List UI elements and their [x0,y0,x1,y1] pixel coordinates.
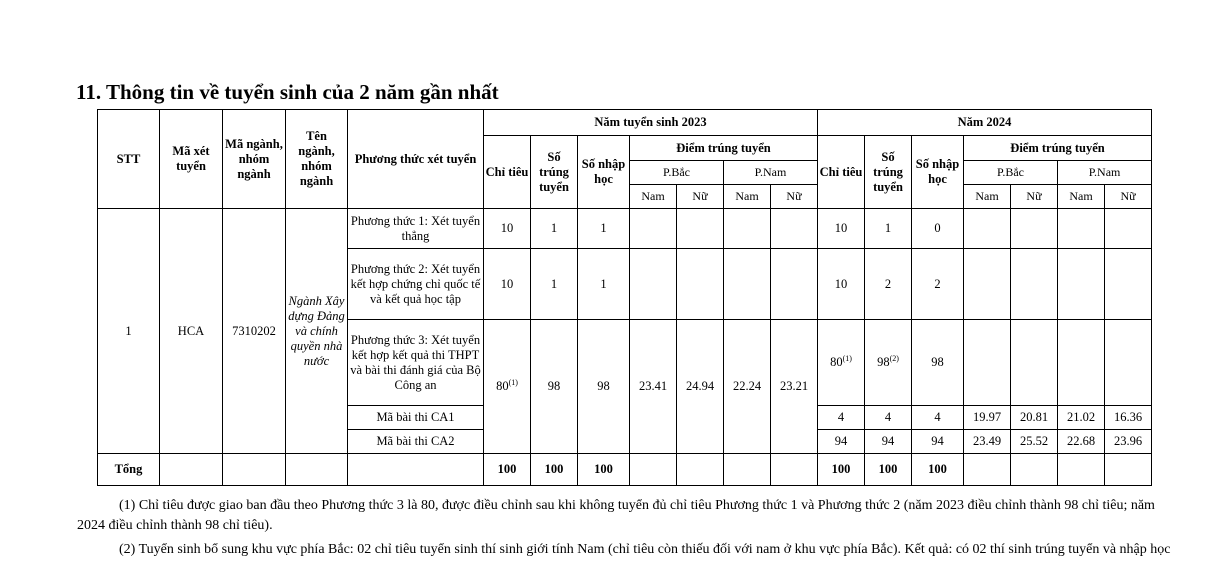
cell-empty [1058,320,1105,406]
table-row [98,209,1152,249]
cell-2023-chi-tieu: 10 [484,209,531,249]
cell-ma-nganh: 7310202 [223,209,286,454]
cell-total-2023-chi-tieu: 100 [484,454,531,486]
header-pnam-nam-2023: Nam [724,185,771,209]
cell-empty [1058,249,1105,320]
header-pnam-nu-2024: Nữ [1105,185,1152,209]
cell-empty [348,454,484,486]
cell-empty [964,249,1011,320]
cell-2024-chi-tieu: 94 [818,430,865,454]
cell-method: Phương thức 1: Xét tuyển thẳng [348,209,484,249]
header-year-2024: Năm 2024 [818,110,1152,136]
cell-2024-nhap-hoc: 2 [912,249,964,320]
cell-empty [1105,209,1152,249]
cell-total-2023-trung-tuyen: 100 [531,454,578,486]
cell-total-2024-chi-tieu: 100 [818,454,865,486]
cell-2023-trung-tuyen: 98 [531,320,578,454]
footnote-ref: (1) [508,377,518,387]
header-trung-tuyen-2023: Số trúng tuyển [531,136,578,209]
cell-2024-chi-tieu [818,320,865,406]
cell-empty [1011,454,1058,486]
header-ten-nganh: Tên ngành, nhóm ngành [286,110,348,209]
cell-2024-bac-nam: 23.49 [964,430,1011,454]
header-ma-xet-tuyen: Mã xét tuyển [160,110,223,209]
cell-2024-bac-nu: 20.81 [1011,406,1058,430]
cell-2023-trung-tuyen: 1 [531,209,578,249]
cell-empty [1105,320,1152,406]
footnote-2: (2) Tuyển sinh bổ sung khu vực phía Bắc: 02 chỉ tiêu tuyển sinh thí sinh giới tính Nam (chỉ tiêu còn thiếu đối với nam ở khu vực phía Bắc). Kết quả: có 02 thí sinh trúng tuyển và nhập học [119,542,1171,557]
cell-ma-xet-tuyen: HCA [160,209,223,454]
cell-2024-trung-tuyen: 1 [865,209,912,249]
cell-2024-chi-tieu: 10 [818,249,865,320]
cell-2024-nhap-hoc: 0 [912,209,964,249]
cell-2023-chi-tieu [484,320,531,454]
header-pnam-nu-2023: Nữ [771,185,818,209]
cell-2024-nhap-hoc: 4 [912,406,964,430]
cell-2023-chi-tieu: 10 [484,249,531,320]
header-diem-2024: Điểm trúng tuyển [964,136,1152,161]
cell-method: Phương thức 3: Xét tuyển kết hợp kết quả thi THPT và bài thi đánh giá của Bộ Công an [348,320,484,406]
header-p-nam-2024: P.Nam [1058,161,1152,185]
header-chi-tieu-2023: Chỉ tiêu [484,136,531,209]
header-bac-nu-2024: Nữ [1011,185,1058,209]
header-nhap-hoc-2024: Số nhập học [912,136,964,209]
section-heading: 11. Thông tin về tuyển sinh của 2 năm gần nhất [76,80,499,104]
header-stt: STT [98,110,160,209]
header-phuong-thuc: Phương thức xét tuyển [348,110,484,209]
cell-empty [771,454,818,486]
total-row [98,454,1152,486]
cell-empty [630,209,677,249]
value-text: 80 [496,379,509,393]
cell-method: Mã bài thi CA2 [348,430,484,454]
cell-2023-nhap-hoc: 1 [578,209,630,249]
header-trung-tuyen-2024: Số trúng tuyển [865,136,912,209]
cell-empty [771,209,818,249]
cell-empty [1105,454,1152,486]
cell-2023-trung-tuyen: 1 [531,249,578,320]
footnote-ref: (2) [889,353,899,363]
cell-empty [677,209,724,249]
cell-2023-pnam-nu: 23.21 [771,320,818,454]
cell-empty [724,454,771,486]
cell-empty [630,249,677,320]
cell-empty [677,249,724,320]
cell-empty [1058,209,1105,249]
cell-empty [964,320,1011,406]
cell-2024-nhap-hoc: 98 [912,320,964,406]
cell-2024-trung-tuyen [865,320,912,406]
cell-2023-bac-nam: 23.41 [630,320,677,454]
cell-empty [964,209,1011,249]
cell-2024-trung-tuyen: 94 [865,430,912,454]
header-bac-nam-2023: Nam [630,185,677,209]
cell-empty [286,454,348,486]
cell-ten-nganh: Ngành Xây dựng Đảng và chính quyền nhà nước [286,209,348,454]
footnote-ref: (1) [842,353,852,363]
cell-total-label: Tổng [98,454,160,486]
cell-2024-chi-tieu: 10 [818,209,865,249]
cell-empty [724,209,771,249]
cell-empty [1011,209,1058,249]
value-text: 98 [877,355,890,369]
cell-2024-trung-tuyen: 4 [865,406,912,430]
header-p-nam-2023: P.Nam [724,161,818,185]
header-chi-tieu-2024: Chỉ tiêu [818,136,865,209]
header-bac-nam-2024: Nam [964,185,1011,209]
cell-total-2024-trung-tuyen: 100 [865,454,912,486]
cell-method: Phương thức 2: Xét tuyển kết hợp chứng chỉ quốc tế và kết quả học tập [348,249,484,320]
cell-empty [771,249,818,320]
cell-empty [160,454,223,486]
cell-stt: 1 [98,209,160,454]
cell-empty [724,249,771,320]
header-pnam-nam-2024: Nam [1058,185,1105,209]
cell-2024-bac-nam: 19.97 [964,406,1011,430]
cell-total-2024-nhap-hoc: 100 [912,454,964,486]
header-p-bac-2023: P.Bắc [630,161,724,185]
admission-table [97,109,1152,486]
cell-empty [630,454,677,486]
cell-method: Mã bài thi CA1 [348,406,484,430]
cell-2024-pnam-nu: 16.36 [1105,406,1152,430]
cell-empty [1058,454,1105,486]
cell-2024-pnam-nu: 23.96 [1105,430,1152,454]
footnote-1: (1) Chỉ tiêu được giao ban đầu theo Phương thức 3 là 80, được điều chỉnh sau khi không tuyển đủ chỉ tiêu Phương thức 1 và Phương thức 2 (năm 2023 điều chỉnh thành 98 chỉ tiêu; năm 2024 điều chỉnh thành 98 chỉ tiêu). [77,498,1155,533]
cell-empty [1011,320,1058,406]
cell-2023-nhap-hoc: 98 [578,320,630,454]
cell-2023-bac-nu: 24.94 [677,320,724,454]
cell-empty [677,454,724,486]
cell-2024-trung-tuyen: 2 [865,249,912,320]
cell-2024-pnam-nam: 22.68 [1058,430,1105,454]
cell-2023-nhap-hoc: 1 [578,249,630,320]
cell-2024-bac-nu: 25.52 [1011,430,1058,454]
cell-empty [1105,249,1152,320]
header-p-bac-2024: P.Bắc [964,161,1058,185]
cell-2024-nhap-hoc: 94 [912,430,964,454]
value-text: 80 [830,355,843,369]
cell-2023-pnam-nam: 22.24 [724,320,771,454]
header-nhap-hoc-2023: Số nhập học [578,136,630,209]
cell-2024-pnam-nam: 21.02 [1058,406,1105,430]
header-year-2023: Năm tuyển sinh 2023 [484,110,818,136]
header-ma-nganh: Mã ngành, nhóm ngành [223,110,286,209]
header-bac-nu-2023: Nữ [677,185,724,209]
cell-empty [1011,249,1058,320]
cell-empty [964,454,1011,486]
header-diem-2023: Điểm trúng tuyển [630,136,818,161]
cell-empty [223,454,286,486]
cell-total-2023-nhap-hoc: 100 [578,454,630,486]
cell-2024-chi-tieu: 4 [818,406,865,430]
